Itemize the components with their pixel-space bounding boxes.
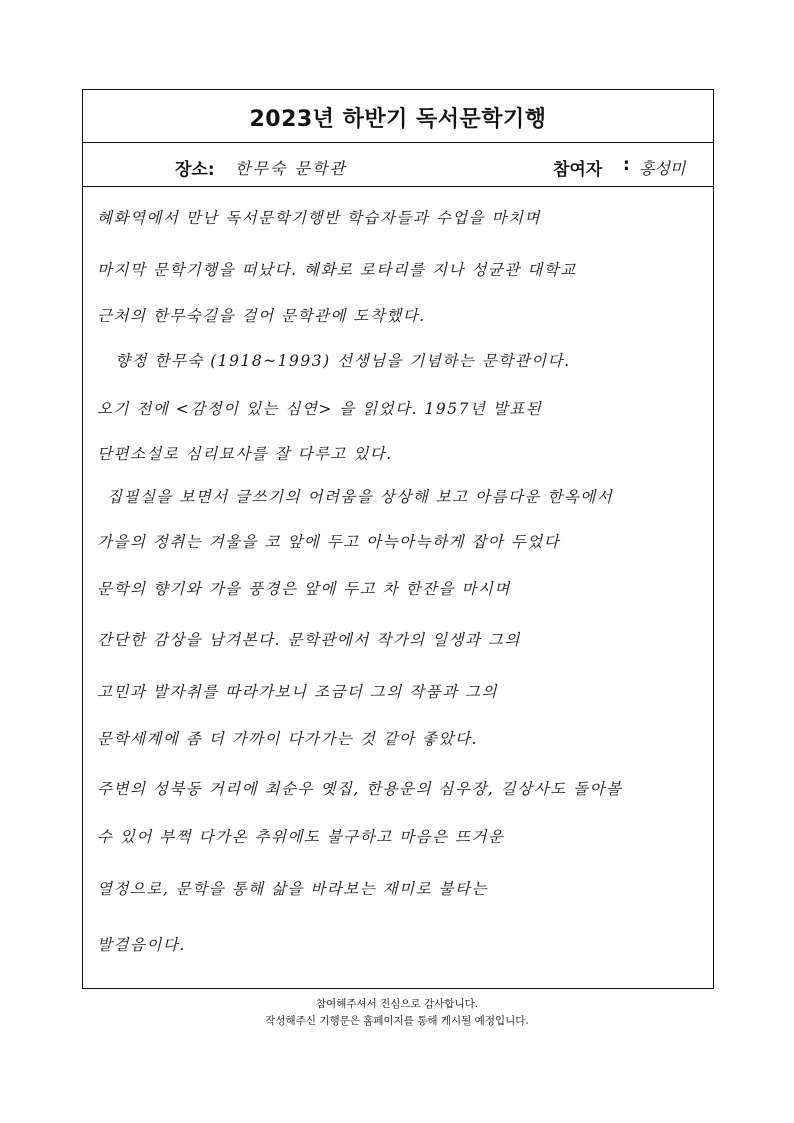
body-line: 혜화역에서 만난 독서문학기행반 학습자들과 수업을 마치며 — [97, 209, 541, 227]
body-line: 주변의 성북동 거리에 최순우 옛집, 한용운의 심우장, 길상사도 돌아볼 — [97, 780, 623, 798]
body-line: 가을의 정취는 겨울을 코 앞에 두고 아늑아늑하게 잡아 두었다 — [97, 533, 561, 551]
footer-notice: 작성해주신 기행문은 홈페이지를 통해 게시될 예정입니다. — [265, 1015, 529, 1027]
page-title: 2023년 하반기 독서문학기행 — [249, 106, 547, 132]
participant-label: 참여자 — [553, 160, 603, 180]
participant-value: 홍성미 — [639, 159, 686, 178]
handwritten-body — [83, 187, 713, 987]
body-line: 문학의 향기와 가을 풍경은 앞에 두고 차 한잔을 마시며 — [97, 580, 511, 598]
body-line: 단편소설로 심리묘사를 잘 다루고 있다. — [97, 445, 393, 463]
body-line: 오기 전에 <감정이 있는 심연> 을 읽었다. 1957년 발표된 — [97, 400, 543, 418]
info-row — [83, 143, 713, 187]
body-line: 근처의 한무숙길을 걸어 문학관에 도착했다. — [97, 307, 426, 325]
body-line: 문학세계에 좀 더 가까이 다가가는 것 같아 좋았다. — [97, 730, 478, 748]
footer-thanks: 참여해주셔서 진심으로 감사합니다. — [315, 998, 479, 1010]
body-line: 발걸음이다. — [97, 936, 186, 954]
participant-colon: : — [623, 155, 630, 175]
title-row — [83, 90, 713, 143]
body-line: 열정으로, 문학을 통해 삶을 바라보는 재미로 불타는 — [97, 880, 488, 898]
body-line: 고민과 발자취를 따라가보니 조금더 그의 작품과 그의 — [97, 683, 498, 701]
body-line: 집필실을 보면서 글쓰기의 어려움을 상상해 보고 아름다운 한옥에서 — [107, 488, 614, 506]
body-line: 향정 한무숙 (1918~1993) 선생님을 기념하는 문학관이다. — [115, 352, 571, 370]
place-value: 한무숙 문학관 — [235, 159, 347, 178]
body-line: 마지막 문학기행을 떠났다. 혜화로 로타리를 지나 성균관 대학교 — [97, 261, 577, 279]
body-line: 간단한 감상을 남겨본다. 문학관에서 작가의 일생과 그의 — [97, 631, 521, 649]
place-label: 장소: — [175, 160, 215, 180]
travelogue-form — [82, 89, 714, 989]
body-line: 수 있어 부쩍 다가온 추위에도 불구하고 마음은 뜨거운 — [97, 828, 505, 846]
